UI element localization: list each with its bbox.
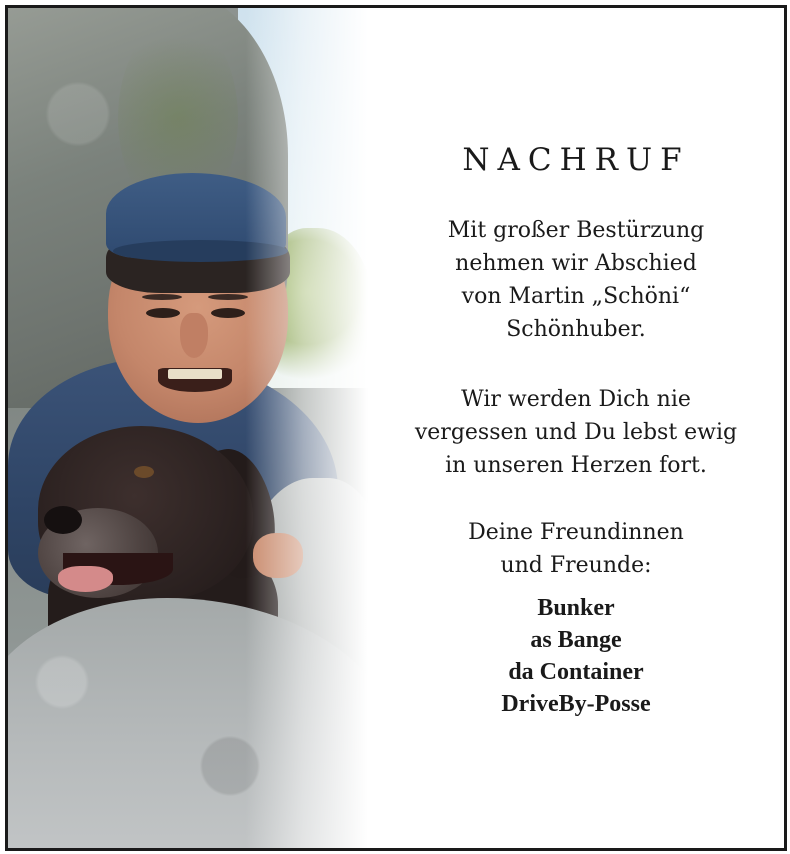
signatory-name: Bunker [537,595,615,621]
signatory-names [376,592,776,720]
text-line: Deine Freundinnen [468,520,684,545]
signatory-name: DriveBy-Posse [501,691,651,717]
signoff-paragraph [376,516,776,582]
text-line: nehmen wir Abschied [455,251,697,276]
signatory-name: as Bange [530,627,622,653]
notice-title: NACHRUF [462,142,690,178]
text-line: in unseren Herzen fort. [445,453,707,478]
condolence-paragraph [376,214,776,346]
portrait-man-with-dog-photo [8,8,368,848]
text-line: von Martin „Schöni“ [461,284,691,309]
text-line: Mit großer Bestürzung [447,218,705,243]
text-line: vergessen und Du lebst ewig [414,420,738,445]
text-line: und Freunde: [500,553,652,578]
photo-fade-overlay [8,8,368,848]
signatory-name: da Container [508,659,644,685]
notice-text-column [376,8,776,848]
obituary-notice [5,5,787,851]
text-line: Schönhuber. [506,317,646,342]
text-line: Wir werden Dich nie [461,387,691,412]
remembrance-paragraph [376,383,776,482]
